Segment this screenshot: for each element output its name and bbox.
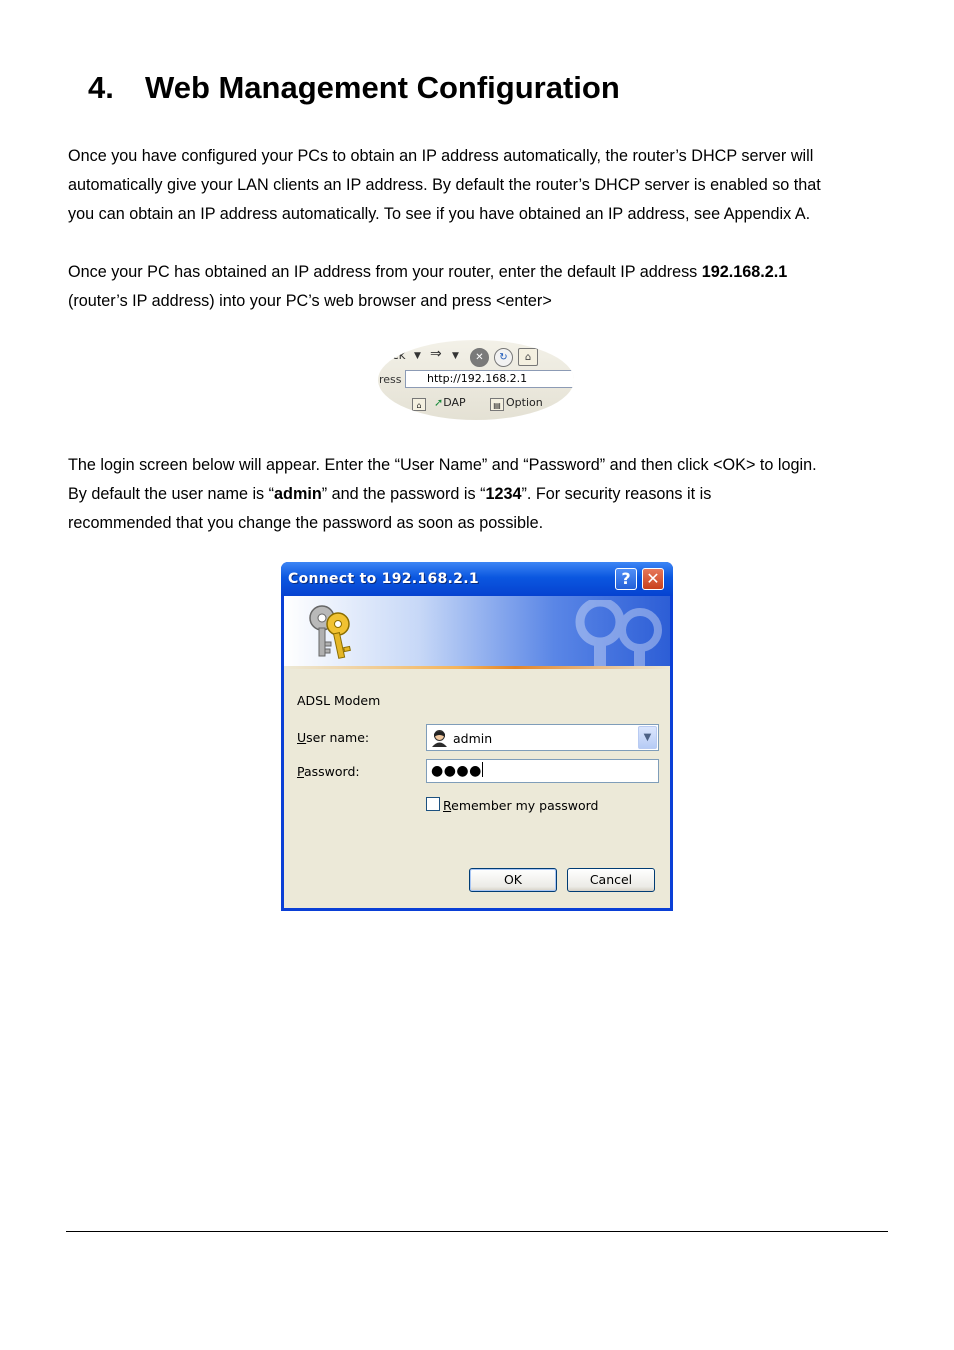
section-number: 4. [88,70,114,105]
password-label [297,764,360,779]
paragraph-line: (router’s IP address) into your PC’s web browser and press <enter> [68,292,552,310]
accesskey: U [297,730,307,745]
text-run: ”. For security reasons it is [521,485,712,503]
label-text: assword: [303,764,360,779]
paragraph-line: recommended that you change the password as soon as possible. [68,514,544,532]
chevron-down-icon[interactable]: ▼ [638,726,657,749]
dialog-banner [284,596,670,666]
dialog-titlebar[interactable] [281,562,673,596]
default-password-bold: 1234 [485,485,522,503]
forward-arrow-icon[interactable]: ⇒ [430,346,442,362]
username-value: admin [453,731,493,746]
label-text: ser name: [306,730,370,745]
realm-label: ADSL Modem [297,693,381,708]
home-link-icon[interactable]: ⌂ [412,396,428,411]
label-text: emember my password [451,798,599,813]
options-icon: ▤ [490,398,504,411]
paragraph-line [68,258,898,287]
text-run: ” and the password is “ [321,485,486,503]
chevron-down-icon[interactable]: ▼ [414,351,421,361]
paragraph-browser [68,258,898,316]
dialog-title: Connect to 192.168.2.1 [288,571,479,587]
toolbar-address-row [378,370,574,390]
toolbar-nav-row [378,345,574,367]
dialog-body [284,596,670,908]
refresh-icon[interactable]: ↻ [494,348,513,367]
arrow-icon: ➚ [434,396,444,409]
keys-watermark-icon [542,600,670,666]
section-title: Web Management Configuration [145,70,620,105]
browser-toolbar-screenshot [378,340,574,420]
keys-icon [304,602,360,662]
paragraph-dhcp [68,142,898,229]
paragraph-line: you can obtain an IP address automatically. To see if you have obtained an IP address, see Appendix A. [68,205,811,223]
banner-divider [284,666,670,669]
username-label [297,730,369,745]
remember-password-label[interactable] [443,798,599,813]
default-username-bold: admin [274,485,322,503]
password-dots: ●●●● [431,763,482,779]
section-heading [88,70,620,106]
cancel-button[interactable]: Cancel [567,868,655,892]
footer-divider [66,1231,888,1232]
default-ip-bold: 192.168.2.1 [701,263,788,281]
accesskey: P [297,764,304,779]
link-label: Option [506,396,543,409]
link-dap[interactable] [434,396,466,409]
address-label: ress [379,373,402,386]
user-avatar-icon [431,729,448,747]
accesskey: R [443,798,452,813]
close-button[interactable]: ✕ [642,568,664,590]
paragraph-line: automatically give your LAN clients an IP address. By default the router’s DHCP server is enabled so that [68,176,821,194]
paragraph-line: The login screen below will appear. Enter the “User Name” and “Password” and then click <OK> to login. [68,456,817,474]
paragraph-line: Once you have configured your PCs to obtain an IP address automatically, the router’s DHCP server will [68,147,814,165]
paragraph-login [68,451,898,538]
password-value [431,762,483,779]
help-button[interactable]: ? [615,568,637,590]
home-icon[interactable]: ⌂ [518,348,538,366]
username-combobox[interactable] [426,724,659,751]
link-label: DAP [443,396,466,409]
text-run: Once your PC has obtained an IP address from your router, enter the default IP address [68,263,702,281]
login-dialog [281,562,673,911]
paragraph-line [68,480,898,509]
stop-icon[interactable]: ✕ [470,348,489,367]
link-options[interactable] [490,396,543,411]
remember-password-checkbox[interactable] [426,797,440,811]
back-fragment: ck [392,348,406,362]
ok-button[interactable]: OK [469,868,557,892]
text-caret [482,762,483,777]
text-run: By default the user name is “ [68,485,275,503]
toolbar-links-row [378,394,574,414]
password-input[interactable] [426,759,659,783]
chevron-down-icon[interactable]: ▼ [452,351,459,361]
address-bar[interactable]: http://192.168.2.1 [405,370,574,388]
